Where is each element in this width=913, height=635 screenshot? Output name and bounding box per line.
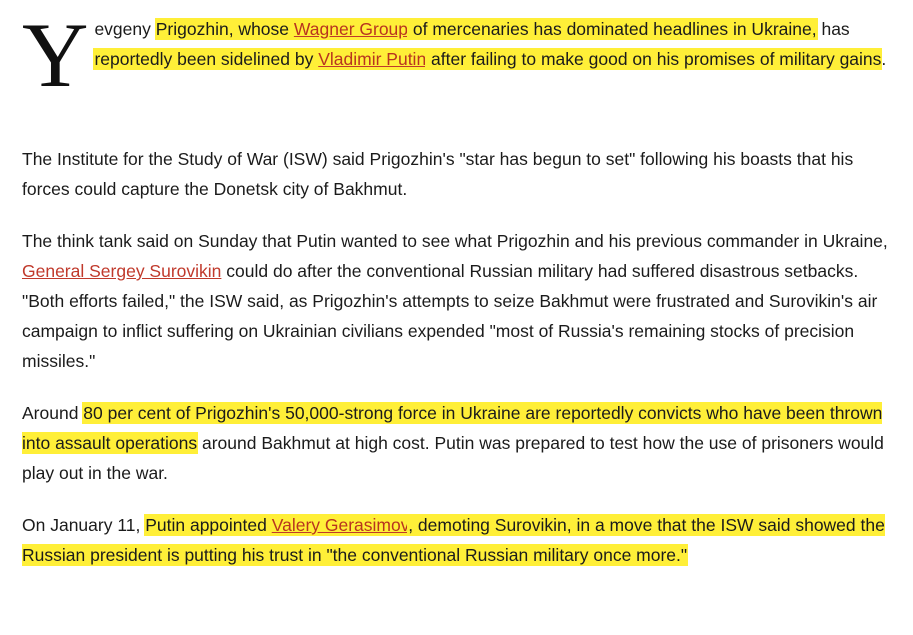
paragraph-both-efforts-text: [22, 291, 877, 371]
inline-link[interactable]: General Sergey Surovikin: [22, 261, 222, 281]
body-text: The Institute for the Study of War (ISW) said Prigozhin's "star has begun to set" following his boasts that his forces could capture the Donetsk city of Bakhmut.: [22, 149, 854, 199]
inline-link[interactable]: Vladimir Putin: [318, 49, 427, 69]
body-text: "Both efforts failed," the ISW said, as Prigozhin's attempts to seize Bakhmut were frustrated and Surovikin's air campaign to inflict suffering on Ukrainian civilians expended "most of Russia's remaining stocks of precision missiles.": [22, 291, 878, 371]
body-text: around Bakhmut at high cost. Putin was prepared to test how the use of prisoners would play out in the war.: [22, 433, 884, 483]
body-text: On January 11,: [22, 515, 146, 535]
paragraph-isw-star-text: [22, 149, 853, 199]
paragraph-both-efforts: [22, 286, 891, 376]
highlighted-text: , demoting Surovikin, in a move that the ISW said showed the Russian president is putting his trust in "the conventional Russian military once more.": [22, 515, 885, 565]
paragraph-gerasimov: [22, 510, 891, 570]
body-text: .: [881, 49, 887, 69]
paragraph-think-tank-text: [22, 231, 888, 281]
paragraph-lead-text: [94, 19, 886, 69]
highlighted-text: of mercenaries has dominated headlines in Ukraine,: [408, 19, 817, 39]
paragraph-think-tank: [22, 226, 891, 286]
highlighted-text: after failing to make good on his promises of military gains: [426, 49, 882, 69]
body-text: Around: [22, 403, 84, 423]
body-text: has: [816, 19, 850, 39]
highlighted-text: reportedly been sidelined by: [94, 49, 319, 69]
drop-cap-letter: Y: [22, 4, 89, 106]
paragraph-lead: [22, 4, 891, 122]
paragraph-gerasimov-text: [22, 515, 885, 565]
body-text: evgeny: [94, 19, 156, 39]
highlighted-text: Putin appointed: [145, 515, 272, 535]
body-text: could do after the conventional Russian military had suffered disastrous setbacks.: [221, 261, 859, 281]
body-text: The think tank said on Sunday that Putin wanted to see what Prigozhin and his previous commander in Ukraine,: [22, 231, 888, 251]
inline-link[interactable]: Valery Gerasimov: [271, 515, 409, 535]
highlighted-text: Prigozhin, whose: [155, 19, 294, 39]
paragraph-convicts: [22, 398, 891, 488]
highlighted-text: 80 per cent of Prigozhin's 50,000-strong force in Ukraine are reportedly convicts who have been thrown into assault operations: [22, 403, 883, 453]
paragraph-isw-star: [22, 144, 891, 204]
inline-link[interactable]: Wagner Group: [293, 19, 409, 39]
paragraph-convicts-text: [22, 403, 884, 483]
